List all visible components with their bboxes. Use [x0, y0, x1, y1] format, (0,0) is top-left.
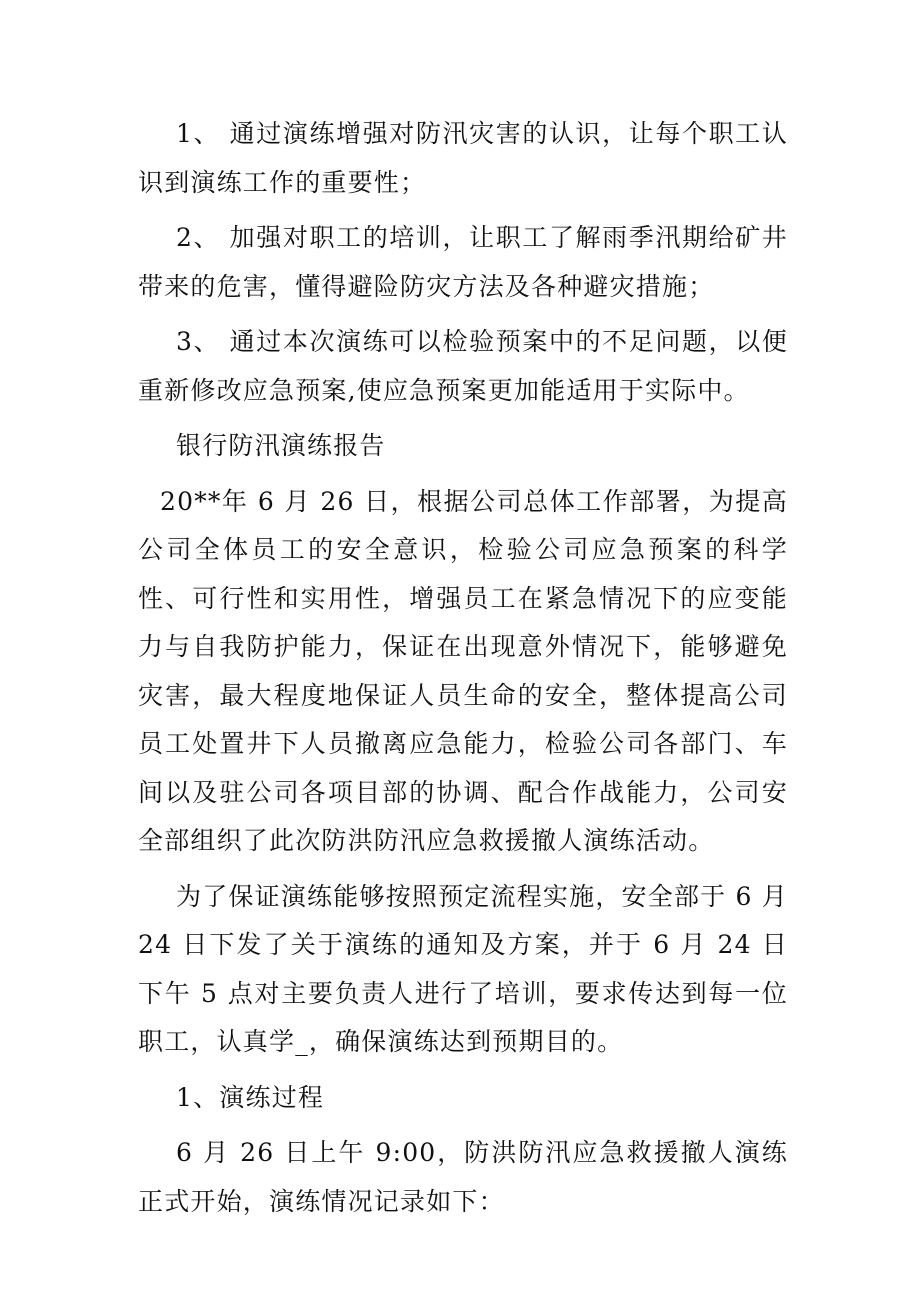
paragraph-process: 6 月 26 日上午 9:00，防洪防汛应急救援撤人演练正式开始，演练情况记录如下： — [138, 1138, 788, 1216]
paragraph-intro: 20**年 6 月 26 日，根据公司总体工作部署，为提高公司全体员工的安全意识，检验公司应急预案的科学性、可行性和实用性，增强员工在紧急情况下的应变能力与自我防护能力，保证在出现意外情况下，能够避免灾害，最大程度地保证人员生命的安全，整体提高公司员工处置井下人员撤离应急能力，检验公司各部门、车间以及驻公司各项目部的协调、配合作战能力，公司安全部组织了此次防洪防汛应急救援撤人演练活动。 — [138, 486, 788, 855]
paragraph-goal-3: 3、 通过本次演练可以检验预案中的不足问题，以便重新修改应急预案,使应急预案更加能适用于实际中。 — [138, 327, 788, 405]
document-body — [138, 110, 788, 1233]
subsection-heading: 1、演练过程 — [176, 1082, 325, 1112]
paragraph-goal-1: 1、 通过演练增强对防汛灾害的认识，让每个职工认识到演练工作的重要性； — [138, 119, 788, 197]
paragraph-preparation: 为了保证演练能够按照预定流程实施，安全部于 6 月 24 日下发了关于演练的通知及方案，并于 6 月 24 日下午 5 点对主要负责人进行了培训，要求传达到每一位职工，认真学_，确保演练达到预期目的。 — [138, 881, 788, 1056]
paragraph-goal-2: 2、 加强对职工的培训，让职工了解雨季汛期给矿井带来的危害，懂得避险防灾方法及各种避灾措施； — [138, 223, 788, 301]
section-title: 银行防汛演练报告 — [176, 431, 386, 460]
